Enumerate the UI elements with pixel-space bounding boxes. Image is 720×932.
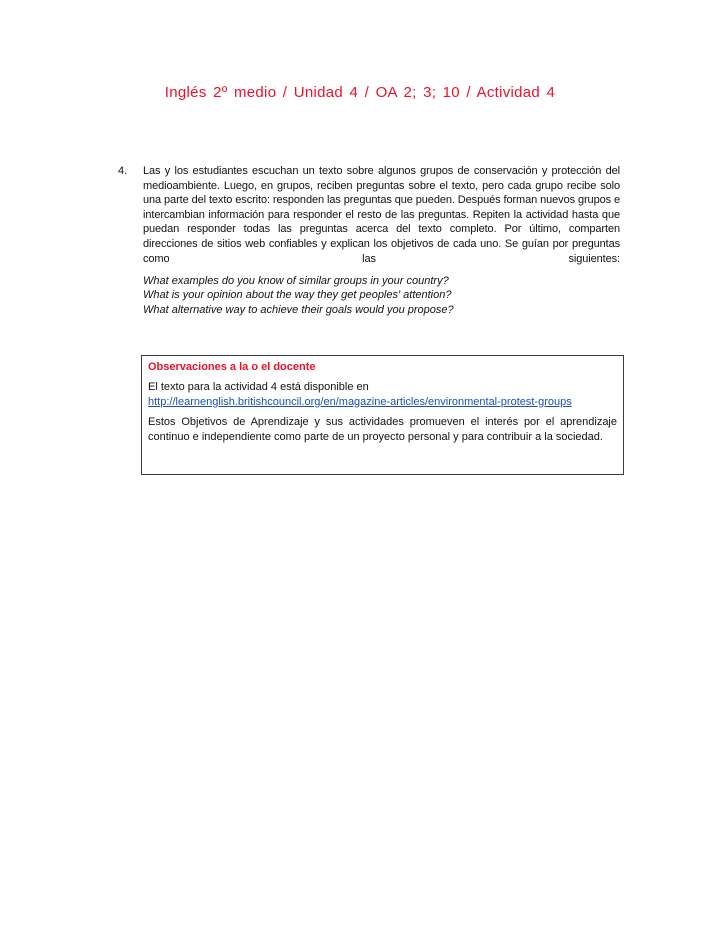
- question-item: What examples do you know of similar groups in your country?: [143, 275, 449, 288]
- activity-number: 4.: [118, 165, 128, 177]
- resource-link[interactable]: http://learnenglish.britishcouncil.org/en/magazine-articles/environmental-protest-groups: [148, 395, 572, 408]
- page-title: Inglés 2º medio / Unidad 4 / OA 2; 3; 10 / Actividad 4: [164, 84, 556, 101]
- objectives-paragraph: Estos Objetivos de Aprendizaje y sus actividades promueven el interés por el aprendizaje continuo e independiente como parte de un proyecto personal y para contribuir a la sociedad.: [148, 416, 617, 443]
- text-availability-label: El texto para la actividad 4 está disponible en: [148, 381, 369, 393]
- activity-section: [118, 164, 620, 317]
- question-item: What alternative way to achieve their goals would you propose?: [143, 303, 454, 316]
- teacher-notes-box: [141, 355, 624, 475]
- text-availability-paragraph: [148, 380, 623, 409]
- activity-description: Las y los estudiantes escuchan un texto sobre algunos grupos de conservación y protección del medioambiente. Luego, en grupos, reciben preguntas sobre el texto, pero cada grupo recibe solo una parte del texto escrito: responden las preguntas que pueden. Después forman nuevos grupos e intercambian información para responder el resto de las preguntas. Repiten la actividad hasta que puedan responder todas las preguntas acerca del texto completo. Por último, comparten direcciones de sitios web confiables y explican los objetivos de cada uno. Se guían por preguntas como las siguientes:: [143, 165, 620, 265]
- guiding-questions: [143, 274, 620, 317]
- teacher-notes-title: Observaciones a la o el docente: [148, 361, 316, 373]
- question-item: What is your opinion about the way they get peoples' attention?: [143, 289, 452, 302]
